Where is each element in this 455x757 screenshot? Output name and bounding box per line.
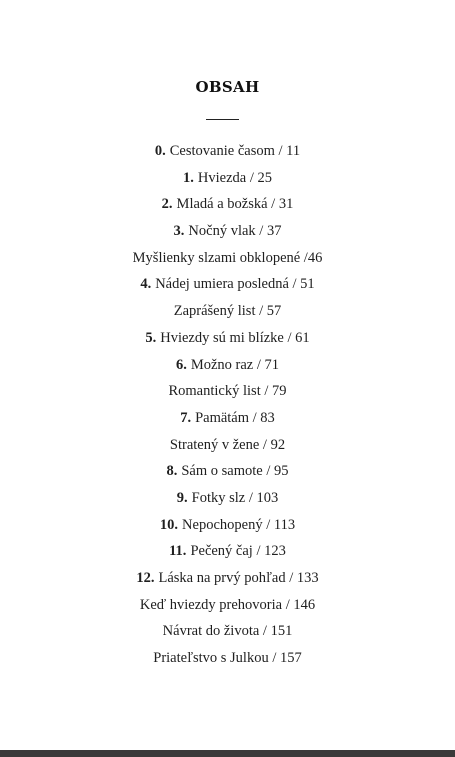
toc-entry (0, 461, 455, 488)
toc-entry (0, 168, 455, 195)
toc-entry (0, 221, 455, 248)
chapter-number: 11. (169, 543, 187, 560)
chapter-title: Hviezdy sú mi blízke / 61 (160, 329, 310, 346)
chapter-title: Myšlienky slzami obklopené /46 (132, 249, 323, 266)
toc-entry (0, 301, 455, 328)
chapter-title: Nepochopený / 113 (182, 516, 296, 533)
chapter-number: 12. (136, 570, 155, 586)
chapter-title: Stratený v žene / 92 (169, 436, 286, 453)
table-of-contents (0, 141, 455, 675)
chapter-title: Priateľstvo s Julkou / 157 (153, 650, 302, 667)
chapter-title: Pamätám / 83 (195, 409, 275, 426)
chapter-title: Sám o samote / 95 (181, 463, 289, 480)
chapter-number: 7. (180, 409, 192, 426)
chapter-title: Nočný vlak / 37 (188, 223, 282, 240)
chapter-title: Fotky slz / 103 (191, 489, 279, 506)
chapter-title: Možno raz / 71 (190, 356, 280, 373)
toc-entry (0, 355, 455, 382)
chapter-title: Návrat do života / 151 (162, 623, 293, 640)
toc-entry (0, 568, 455, 595)
chapter-title: Romantický list / 79 (168, 383, 287, 400)
chapter-title: Mladá a božská / 31 (176, 196, 294, 213)
chapter-title: Pečený čaj / 123 (190, 543, 286, 560)
toc-entry (0, 408, 455, 435)
toc-entry (0, 435, 455, 462)
bottom-edge-bar (0, 750, 455, 757)
contents-heading: OBSAH (195, 78, 260, 96)
toc-entry (0, 595, 455, 622)
toc-entry (0, 328, 455, 355)
toc-entry (0, 381, 455, 408)
chapter-title: Láska na prvý pohľad / 133 (158, 570, 319, 586)
toc-entry (0, 274, 455, 301)
chapter-number: 8. (166, 463, 178, 480)
chapter-number: 4. (140, 276, 152, 293)
chapter-number: 3. (173, 223, 185, 240)
chapter-title: Nádej umiera posledná / 51 (155, 276, 315, 293)
toc-entry (0, 621, 455, 648)
chapter-number: 1. (183, 169, 194, 186)
chapter-title: Cestovanie časom / 11 (169, 143, 301, 159)
chapter-number: 2. (161, 196, 173, 213)
chapter-number: 10. (159, 516, 179, 533)
toc-entry (0, 248, 455, 275)
chapter-number: 0. (154, 143, 166, 159)
chapter-number: 5. (145, 329, 157, 346)
chapter-title: Hviezda / 25 (197, 169, 272, 186)
toc-entry (0, 141, 455, 168)
toc-entry (0, 515, 455, 542)
heading-underline (206, 119, 239, 120)
toc-entry (0, 648, 455, 675)
toc-entry (0, 194, 455, 221)
toc-entry (0, 541, 455, 568)
chapter-number: 9. (176, 489, 188, 506)
chapter-title: Zaprášený list / 57 (173, 303, 282, 320)
toc-entry (0, 488, 455, 515)
chapter-number: 6. (175, 356, 187, 373)
chapter-title: Keď hviezdy prehovoria / 146 (139, 596, 316, 613)
